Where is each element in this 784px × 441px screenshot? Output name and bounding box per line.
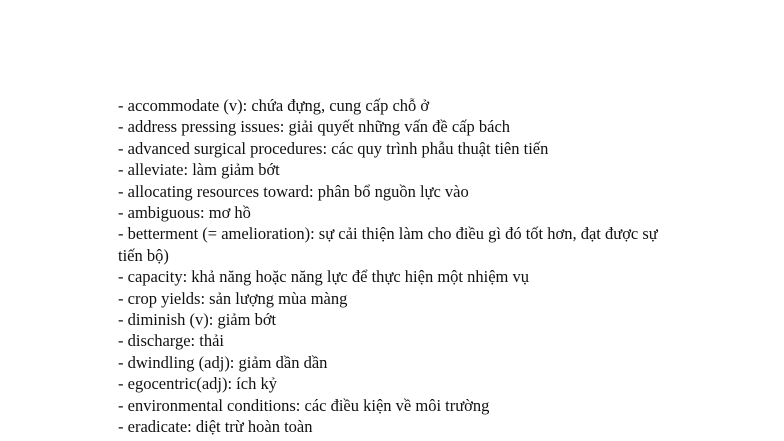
list-item: - egocentric(adj): ích kỷ (118, 374, 277, 394)
list-item: - betterment (= amelioration): sự cải thiện làm cho điều gì đó tốt hơn, đạt được sự tiến bộ) (118, 224, 658, 265)
list-item: - diminish (v): giảm bớt (118, 310, 277, 330)
list-item: - allocating resources toward: phân bổ nguồn lực vào (118, 181, 469, 201)
list-item: - capacity: khả năng hoặc năng lực để thực hiện một nhiệm vụ (118, 267, 530, 287)
vocabulary-list (118, 95, 678, 438)
list-item: - ambiguous: mơ hồ (118, 203, 251, 223)
list-item: - address pressing issues: giải quyết những vấn đề cấp bách (118, 117, 511, 137)
list-item: - dwindling (adj): giảm dần dần (118, 352, 328, 372)
list-item: - eradicate: diệt trừ hoàn toàn (118, 417, 313, 437)
list-item: - environmental conditions: các điều kiện về môi trường (118, 395, 490, 415)
list-item: - alleviate: làm giảm bớt (118, 160, 280, 180)
list-item: - accommodate (v): chứa đựng, cung cấp chỗ ở (118, 96, 430, 115)
list-item: - advanced surgical procedures: các quy trình phẫu thuật tiên tiến (118, 138, 549, 158)
list-item: - discharge: thải (118, 331, 224, 351)
list-item: - crop yields: sản lượng mùa màng (118, 288, 348, 308)
